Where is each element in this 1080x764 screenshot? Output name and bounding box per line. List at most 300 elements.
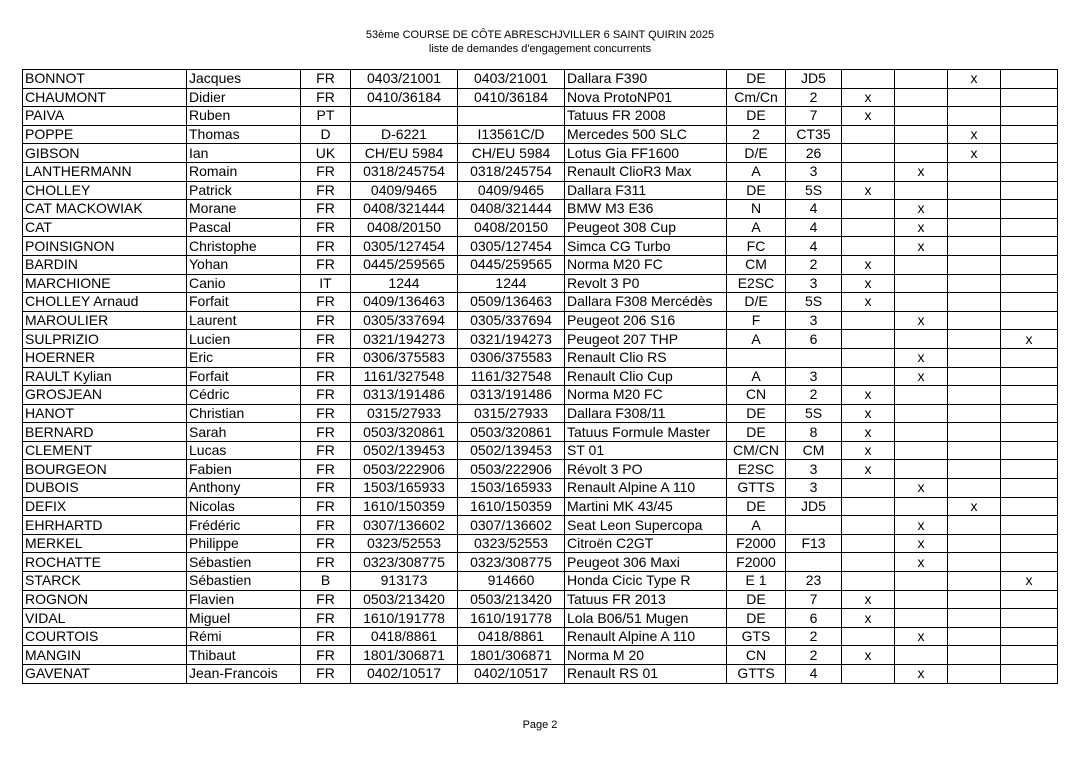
cell-licence-2: 0323/308775	[458, 553, 565, 572]
cell-mark-4	[1001, 497, 1058, 516]
cell-pays: FR	[301, 70, 351, 89]
cell-nom: HANOT	[23, 404, 187, 423]
cell-pays: PT	[301, 107, 351, 126]
cell-voiture: Renault ClioR3 Max	[565, 162, 727, 181]
cell-groupe: F2000	[727, 553, 786, 572]
table-row	[23, 534, 1058, 553]
cell-licence-1: 0403/21001	[351, 70, 458, 89]
cell-mark-4	[1001, 293, 1058, 312]
cell-mark-3	[948, 665, 1001, 684]
cell-mark-2	[895, 386, 948, 405]
cell-prenom: Lucien	[187, 330, 301, 349]
document-subtitle: liste de demandes d'engagement concurrents	[428, 43, 652, 55]
cell-nom: MANGIN	[23, 646, 187, 665]
cell-mark-2	[895, 572, 948, 591]
cell-classe: 2	[786, 386, 842, 405]
cell-mark-1: x	[842, 88, 895, 107]
cell-voiture: Renault Alpine A 110	[565, 627, 727, 646]
cell-nom: DEFIX	[23, 497, 187, 516]
table-row	[23, 181, 1058, 200]
cell-mark-4	[1001, 237, 1058, 256]
cell-licence-2: 0445/259565	[458, 255, 565, 274]
cell-nom: GROSJEAN	[23, 386, 187, 405]
cell-mark-4	[1001, 534, 1058, 553]
cell-licence-1: 0323/52553	[351, 534, 458, 553]
cell-licence-2: 1610/150359	[458, 497, 565, 516]
cell-mark-4	[1001, 181, 1058, 200]
cell-classe: 7	[786, 107, 842, 126]
cell-voiture: Peugeot 306 Maxi	[565, 553, 727, 572]
cell-mark-2	[895, 441, 948, 460]
cell-licence-2: 0509/136463	[458, 293, 565, 312]
cell-groupe: A	[727, 367, 786, 386]
page-header	[0, 28, 1080, 56]
cell-licence-1: 0502/139453	[351, 441, 458, 460]
entries-table-body	[23, 70, 1058, 684]
cell-mark-4	[1001, 348, 1058, 367]
cell-mark-4	[1001, 386, 1058, 405]
cell-nom: COURTOIS	[23, 627, 187, 646]
cell-licence-1: 0307/136602	[351, 516, 458, 535]
cell-nom: GIBSON	[23, 144, 187, 163]
cell-licence-2	[458, 107, 565, 126]
cell-mark-1	[842, 534, 895, 553]
cell-groupe: A	[727, 162, 786, 181]
cell-groupe: DE	[727, 107, 786, 126]
table-row	[23, 516, 1058, 535]
cell-prenom: Miguel	[187, 609, 301, 628]
cell-groupe: A	[727, 330, 786, 349]
cell-mark-1	[842, 330, 895, 349]
entries-table	[22, 69, 1058, 684]
cell-pays: FR	[301, 330, 351, 349]
cell-licence-2: 0502/139453	[458, 441, 565, 460]
cell-pays: FR	[301, 404, 351, 423]
cell-mark-1: x	[842, 441, 895, 460]
table-row	[23, 590, 1058, 609]
cell-mark-2	[895, 70, 948, 89]
cell-mark-3	[948, 237, 1001, 256]
cell-mark-2	[895, 646, 948, 665]
cell-mark-4	[1001, 553, 1058, 572]
cell-classe: 8	[786, 423, 842, 442]
cell-pays: FR	[301, 646, 351, 665]
cell-mark-1	[842, 218, 895, 237]
table-row	[23, 404, 1058, 423]
cell-mark-2: x	[895, 516, 948, 535]
cell-nom: BARDIN	[23, 255, 187, 274]
cell-mark-4	[1001, 646, 1058, 665]
cell-mark-3	[948, 590, 1001, 609]
cell-mark-1: x	[842, 255, 895, 274]
cell-licence-1: 0503/213420	[351, 590, 458, 609]
cell-prenom: Jean-Francois	[187, 665, 301, 684]
cell-mark-1: x	[842, 460, 895, 479]
cell-prenom: Didier	[187, 88, 301, 107]
cell-classe: 26	[786, 144, 842, 163]
cell-nom: CHOLLEY Arnaud	[23, 293, 187, 312]
cell-licence-1: 0313/191486	[351, 386, 458, 405]
cell-mark-2	[895, 609, 948, 628]
cell-groupe: DE	[727, 423, 786, 442]
cell-prenom: Sarah	[187, 423, 301, 442]
cell-classe: 2	[786, 646, 842, 665]
cell-voiture: Peugeot 207 THP	[565, 330, 727, 349]
cell-prenom: Christophe	[187, 237, 301, 256]
cell-licence-1: 0408/20150	[351, 218, 458, 237]
cell-voiture: Tatuus FR 2008	[565, 107, 727, 126]
cell-voiture: ST 01	[565, 441, 727, 460]
cell-licence-2: 0403/21001	[458, 70, 565, 89]
cell-groupe: F2000	[727, 534, 786, 553]
cell-licence-1: 0305/127454	[351, 237, 458, 256]
cell-pays: IT	[301, 274, 351, 293]
table-row	[23, 423, 1058, 442]
table-row	[23, 237, 1058, 256]
cell-voiture: Dallara F311	[565, 181, 727, 200]
cell-licence-2: 0306/375583	[458, 348, 565, 367]
cell-mark-3	[948, 330, 1001, 349]
table-row	[23, 348, 1058, 367]
cell-classe: 6	[786, 609, 842, 628]
cell-nom: DUBOIS	[23, 479, 187, 498]
cell-nom: LANTHERMANN	[23, 162, 187, 181]
cell-mark-4	[1001, 88, 1058, 107]
cell-classe	[786, 553, 842, 572]
cell-mark-1: x	[842, 609, 895, 628]
cell-mark-3	[948, 200, 1001, 219]
table-row	[23, 646, 1058, 665]
cell-nom: ROGNON	[23, 590, 187, 609]
cell-pays: FR	[301, 348, 351, 367]
cell-classe: 5S	[786, 404, 842, 423]
cell-prenom: Pascal	[187, 218, 301, 237]
cell-groupe: CM/CN	[727, 441, 786, 460]
cell-prenom: Ian	[187, 144, 301, 163]
cell-mark-1	[842, 553, 895, 572]
cell-prenom: Eric	[187, 348, 301, 367]
cell-voiture: Dallara F308/11	[565, 404, 727, 423]
cell-classe: 5S	[786, 293, 842, 312]
cell-groupe: GTTS	[727, 479, 786, 498]
cell-groupe: CN	[727, 386, 786, 405]
cell-pays: FR	[301, 609, 351, 628]
cell-pays: UK	[301, 144, 351, 163]
cell-prenom: Canio	[187, 274, 301, 293]
cell-nom: VIDAL	[23, 609, 187, 628]
cell-licence-2: 1503/165933	[458, 479, 565, 498]
cell-mark-4	[1001, 627, 1058, 646]
cell-mark-1	[842, 497, 895, 516]
cell-pays: FR	[301, 181, 351, 200]
cell-classe: JD5	[786, 497, 842, 516]
cell-nom: STARCK	[23, 572, 187, 591]
cell-pays: FR	[301, 423, 351, 442]
table-row	[23, 311, 1058, 330]
cell-groupe: 2	[727, 125, 786, 144]
cell-mark-3	[948, 441, 1001, 460]
cell-classe: 4	[786, 665, 842, 684]
cell-prenom: Nicolas	[187, 497, 301, 516]
cell-groupe: D/E	[727, 144, 786, 163]
cell-nom: BOURGEON	[23, 460, 187, 479]
cell-pays: FR	[301, 162, 351, 181]
cell-nom: RAULT Kylian	[23, 367, 187, 386]
cell-groupe: GTS	[727, 627, 786, 646]
cell-licence-2: 0313/191486	[458, 386, 565, 405]
cell-mark-3	[948, 534, 1001, 553]
cell-licence-2: 0321/194273	[458, 330, 565, 349]
cell-mark-2	[895, 88, 948, 107]
cell-classe: 3	[786, 367, 842, 386]
cell-classe: F13	[786, 534, 842, 553]
cell-classe: 23	[786, 572, 842, 591]
cell-voiture: Révolt 3 PO	[565, 460, 727, 479]
cell-classe: 4	[786, 237, 842, 256]
cell-groupe: E2SC	[727, 460, 786, 479]
cell-licence-1: 0306/375583	[351, 348, 458, 367]
cell-groupe: A	[727, 218, 786, 237]
cell-nom: MERKEL	[23, 534, 187, 553]
cell-mark-4	[1001, 162, 1058, 181]
cell-nom: HOERNER	[23, 348, 187, 367]
cell-mark-4	[1001, 367, 1058, 386]
cell-mark-2	[895, 107, 948, 126]
cell-voiture: Norma M20 FC	[565, 255, 727, 274]
cell-voiture: Nova ProtoNP01	[565, 88, 727, 107]
cell-licence-2: 0402/10517	[458, 665, 565, 684]
cell-groupe: GTTS	[727, 665, 786, 684]
cell-nom: GAVENAT	[23, 665, 187, 684]
cell-prenom: Fabien	[187, 460, 301, 479]
cell-classe: CM	[786, 441, 842, 460]
table-row	[23, 609, 1058, 628]
cell-voiture: Citroën C2GT	[565, 534, 727, 553]
cell-pays: FR	[301, 516, 351, 535]
cell-mark-3	[948, 460, 1001, 479]
cell-licence-1: D-6221	[351, 125, 458, 144]
cell-licence-1: 0323/308775	[351, 553, 458, 572]
table-row	[23, 200, 1058, 219]
table-row	[23, 293, 1058, 312]
cell-classe	[786, 348, 842, 367]
cell-voiture: Peugeot 308 Cup	[565, 218, 727, 237]
cell-classe: 3	[786, 479, 842, 498]
cell-mark-4	[1001, 404, 1058, 423]
cell-pays: B	[301, 572, 351, 591]
cell-mark-1: x	[842, 423, 895, 442]
cell-mark-4: x	[1001, 572, 1058, 591]
cell-licence-2: 0305/337694	[458, 311, 565, 330]
cell-licence-2: 0307/136602	[458, 516, 565, 535]
cell-mark-1	[842, 479, 895, 498]
cell-mark-2: x	[895, 553, 948, 572]
cell-mark-1	[842, 516, 895, 535]
cell-nom: POPPE	[23, 125, 187, 144]
cell-groupe: DE	[727, 70, 786, 89]
cell-nom: SULPRIZIO	[23, 330, 187, 349]
cell-prenom: Philippe	[187, 534, 301, 553]
cell-licence-1: 0503/222906	[351, 460, 458, 479]
table-row	[23, 460, 1058, 479]
cell-groupe: D/E	[727, 293, 786, 312]
table-row	[23, 70, 1058, 89]
table-row	[23, 125, 1058, 144]
cell-voiture: Norma M 20	[565, 646, 727, 665]
cell-mark-3	[948, 107, 1001, 126]
cell-licence-1: 913173	[351, 572, 458, 591]
cell-licence-2: 0323/52553	[458, 534, 565, 553]
cell-mark-1	[842, 348, 895, 367]
cell-mark-4: x	[1001, 330, 1058, 349]
cell-pays: FR	[301, 590, 351, 609]
cell-licence-2: 1610/191778	[458, 609, 565, 628]
cell-mark-1: x	[842, 590, 895, 609]
cell-licence-1: 0315/27933	[351, 404, 458, 423]
cell-mark-2	[895, 181, 948, 200]
cell-mark-1: x	[842, 386, 895, 405]
cell-mark-1	[842, 144, 895, 163]
cell-licence-2: 0503/213420	[458, 590, 565, 609]
table-row	[23, 627, 1058, 646]
cell-classe: 4	[786, 218, 842, 237]
cell-groupe: F	[727, 311, 786, 330]
cell-mark-1: x	[842, 107, 895, 126]
cell-classe: 3	[786, 460, 842, 479]
cell-groupe: DE	[727, 497, 786, 516]
cell-mark-2: x	[895, 627, 948, 646]
cell-classe	[786, 516, 842, 535]
cell-licence-2: 0315/27933	[458, 404, 565, 423]
cell-mark-3	[948, 404, 1001, 423]
cell-mark-1	[842, 200, 895, 219]
cell-licence-1: 0318/245754	[351, 162, 458, 181]
cell-classe: 3	[786, 311, 842, 330]
table-row	[23, 497, 1058, 516]
cell-licence-1: 1503/165933	[351, 479, 458, 498]
cell-mark-3	[948, 479, 1001, 498]
cell-mark-4	[1001, 311, 1058, 330]
cell-pays: FR	[301, 293, 351, 312]
cell-mark-3	[948, 274, 1001, 293]
cell-mark-4	[1001, 125, 1058, 144]
cell-mark-2: x	[895, 162, 948, 181]
cell-mark-1	[842, 627, 895, 646]
cell-classe: 2	[786, 627, 842, 646]
cell-mark-4	[1001, 441, 1058, 460]
cell-mark-2	[895, 404, 948, 423]
cell-mark-3	[948, 181, 1001, 200]
cell-mark-2	[895, 460, 948, 479]
cell-nom: ROCHATTE	[23, 553, 187, 572]
cell-licence-2: 0503/320861	[458, 423, 565, 442]
cell-mark-2	[895, 293, 948, 312]
cell-licence-2: I13561C/D	[458, 125, 565, 144]
cell-pays: FR	[301, 88, 351, 107]
cell-mark-1: x	[842, 404, 895, 423]
cell-classe: 6	[786, 330, 842, 349]
cell-nom: BONNOT	[23, 70, 187, 89]
cell-mark-2	[895, 255, 948, 274]
cell-mark-2: x	[895, 200, 948, 219]
cell-mark-3	[948, 386, 1001, 405]
cell-groupe: N	[727, 200, 786, 219]
cell-prenom: Lucas	[187, 441, 301, 460]
cell-pays: FR	[301, 479, 351, 498]
cell-prenom: Ruben	[187, 107, 301, 126]
cell-licence-1: 0409/136463	[351, 293, 458, 312]
cell-licence-1: 0445/259565	[351, 255, 458, 274]
cell-classe: 5S	[786, 181, 842, 200]
cell-licence-1: 0402/10517	[351, 665, 458, 684]
cell-pays: FR	[301, 553, 351, 572]
table-row	[23, 665, 1058, 684]
cell-groupe: FC	[727, 237, 786, 256]
cell-licence-2: 914660	[458, 572, 565, 591]
cell-mark-2: x	[895, 218, 948, 237]
table-row	[23, 479, 1058, 498]
cell-licence-2: 0503/222906	[458, 460, 565, 479]
cell-mark-3	[948, 348, 1001, 367]
cell-mark-3	[948, 572, 1001, 591]
cell-pays: FR	[301, 311, 351, 330]
cell-pays: FR	[301, 665, 351, 684]
cell-licence-1	[351, 107, 458, 126]
cell-classe: 2	[786, 88, 842, 107]
cell-licence-1: 0503/320861	[351, 423, 458, 442]
cell-mark-1: x	[842, 274, 895, 293]
cell-voiture: Lotus Gia FF1600	[565, 144, 727, 163]
cell-mark-1	[842, 162, 895, 181]
table-row	[23, 218, 1058, 237]
cell-mark-4	[1001, 609, 1058, 628]
cell-mark-3	[948, 646, 1001, 665]
cell-mark-2	[895, 330, 948, 349]
cell-mark-3	[948, 627, 1001, 646]
cell-mark-3	[948, 553, 1001, 572]
table-row	[23, 553, 1058, 572]
cell-mark-2: x	[895, 367, 948, 386]
cell-voiture: Revolt 3 P0	[565, 274, 727, 293]
cell-mark-3	[948, 609, 1001, 628]
cell-prenom: Forfait	[187, 293, 301, 312]
cell-mark-4	[1001, 460, 1058, 479]
cell-prenom: Sébastien	[187, 553, 301, 572]
cell-pays: FR	[301, 237, 351, 256]
cell-licence-1: 0305/337694	[351, 311, 458, 330]
table-row	[23, 367, 1058, 386]
cell-prenom: Yohan	[187, 255, 301, 274]
cell-mark-1: x	[842, 646, 895, 665]
cell-voiture: Renault Alpine A 110	[565, 479, 727, 498]
cell-mark-1	[842, 311, 895, 330]
cell-groupe: DE	[727, 404, 786, 423]
cell-mark-4	[1001, 107, 1058, 126]
cell-prenom: Morane	[187, 200, 301, 219]
table-row	[23, 88, 1058, 107]
table-row	[23, 162, 1058, 181]
cell-pays: FR	[301, 627, 351, 646]
table-row	[23, 330, 1058, 349]
cell-voiture: Renault RS 01	[565, 665, 727, 684]
cell-prenom: Frédéric	[187, 516, 301, 535]
cell-groupe: E2SC	[727, 274, 786, 293]
cell-licence-1: 1801/306871	[351, 646, 458, 665]
cell-nom: CHAUMONT	[23, 88, 187, 107]
cell-mark-1	[842, 665, 895, 684]
cell-pays: FR	[301, 386, 351, 405]
cell-nom: PAIVA	[23, 107, 187, 126]
